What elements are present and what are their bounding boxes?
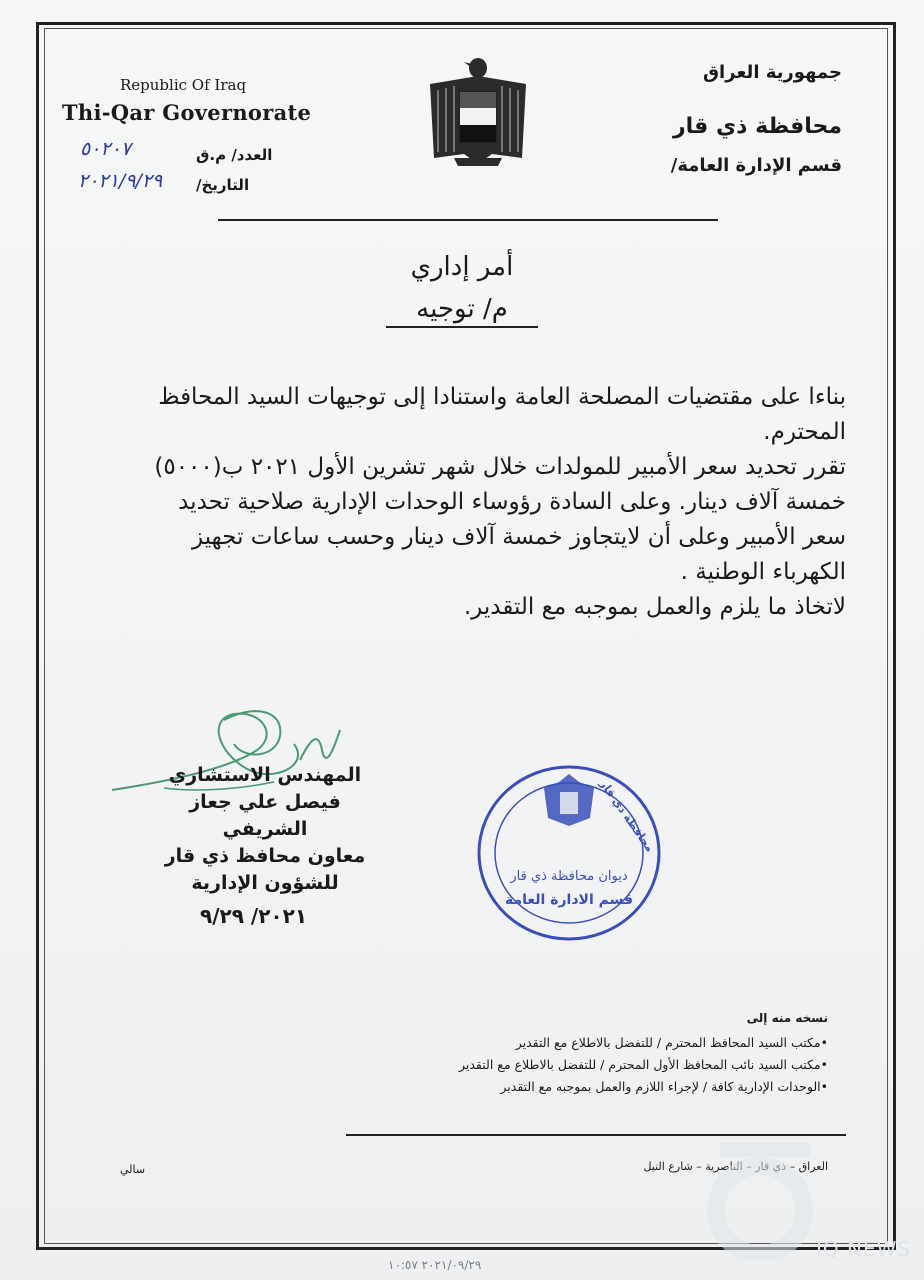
signatory-name: فيصل علي جعاز الشريفي	[189, 791, 341, 840]
footer-address: العراق – ذي قار – الناصرية – شارع النيل	[643, 1160, 828, 1173]
date-value: ٢٠٢١/٩/٢٩	[78, 170, 163, 192]
document-body	[146, 380, 846, 625]
ar-country-name: جمهورية العراق	[702, 62, 842, 83]
official-stamp	[474, 762, 664, 944]
copy-item: •مكتب السيد نائب المحافظ الأول المحترم / للتفضل بالاطلاع مع التقدير	[459, 1057, 828, 1072]
signatory-block	[150, 762, 380, 897]
document-subject	[0, 294, 924, 324]
signatory-department: للشؤون الإدارية	[191, 872, 339, 894]
stamp-top-text: محافظة ذي قار	[597, 777, 657, 855]
document-title: أمر إداري	[410, 252, 514, 282]
copies-list	[459, 1032, 828, 1098]
en-country-name: Republic Of Iraq	[120, 76, 247, 94]
ar-governorate-name: محافظة ذي قار	[672, 114, 842, 139]
body-paragraph-3: لاتخاذ ما يلزم والعمل بموجبه مع التقدير.	[463, 594, 846, 620]
subject-text: م/ توجيه	[386, 294, 538, 328]
stamp-bottom-text: ديوان محافظة ذي قار	[510, 869, 628, 884]
signatory-title: المهندس الاستشاري	[168, 764, 362, 786]
copy-item: •الوحدات الإدارية كافة / لإجراء اللازم والعمل بموجبه مع التقدير	[500, 1079, 828, 1094]
copy-item: •مكتب السيد المحافظ المحترم / للتفضل بالاطلاع مع التقدير	[515, 1035, 828, 1050]
copies-title: نسخه منه إلى	[746, 1011, 828, 1025]
header-divider	[218, 219, 718, 221]
signatory-position: معاون محافظ ذي قار	[164, 845, 366, 867]
print-timestamp: ٢٠٢١/٠٩/٢٩ ١٠:٥٧	[388, 1258, 482, 1272]
watermark-text: IQ NEWS	[816, 1237, 912, 1261]
body-paragraph-2: تقرر تحديد سعر الأمبير للمولدات خلال شهر تشرين الأول ٢٠٢١ ب(٥٠٠٠) خمسة آلاف دينار. وعلى السادة رؤوساء الوحدات الإدارية صلاحية تحديد سعر الأمبير وعلى أن لايتجاوز خمسة آلاف دينار وحسب ساعات تجهيز الكهرباء الوطنية .	[154, 454, 846, 585]
body-paragraph-1: بناءا على مقتضيات المصلحة العامة واستنادا إلى توجيهات السيد المحافظ المحترم.	[158, 384, 846, 445]
ar-department-name: قسم الإدارة العامة/	[670, 155, 842, 176]
stamp-inner-text: قسم الادارة العامة	[504, 892, 634, 908]
typist-initials: سالي	[120, 1163, 146, 1176]
date-label: التاريخ/	[196, 176, 250, 194]
reference-number: ٥٠٢٠٧	[80, 138, 132, 160]
signature-date: ٢٠٢١/ ٩/٢٩	[200, 904, 308, 928]
iraq-eagle-emblem-icon	[424, 54, 532, 172]
reference-label: العدد/ م.ق	[196, 146, 273, 164]
en-governorate-name: Thi-Qar Governorate	[62, 100, 312, 125]
